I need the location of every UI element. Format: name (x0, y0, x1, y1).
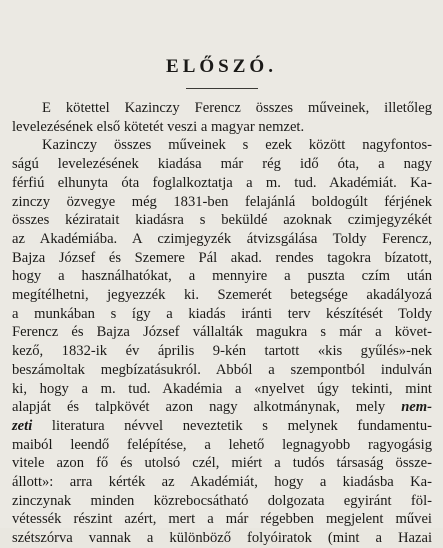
text-line: ságú levelezésének kiadása már rég idő óta, a nagy (12, 156, 432, 173)
text-line: vétessék részint azért, mert a már régebben megjelent művei (12, 511, 432, 528)
text-line: maiból leendő felépítése, a lehető legnagyobb ragyogásig (12, 436, 432, 453)
text-line: az Akadémiába. A czimjegyzék átvizsgálása Toldy Ferencz, (12, 230, 432, 247)
text-line: Bajza József és Szemere Pál akad. rendes tagokra bízatott, (12, 249, 432, 266)
text-line: hogy a használhatókat, a mennyire a puszta czím után (12, 268, 432, 285)
text-line: a munkában s így a kiadás iránti terv készítését Toldy (12, 305, 432, 322)
text-segment: alapját és talpkövét azon nagy alkotmánynak, mely (12, 399, 386, 416)
text-line: zinczy özvegye még 1831-ben felajánlá boldogúlt férjének (12, 193, 432, 210)
text-segment: literatura névvel neveztetik s melynek fundamentu- (51, 417, 432, 434)
text-line (12, 417, 432, 436)
page-title: ELŐSZÓ. (166, 56, 277, 77)
text-line: Ferencz és Bajza József vállalták magukra s már a követ- (12, 324, 432, 341)
text-line: szétszórva vannak a különböző folyóiratok (mint a Hazai (12, 530, 432, 547)
emphasis-text: zeti (12, 417, 33, 434)
text-line (12, 398, 432, 417)
text-line: kező, 1832-ik év április 9-kén tartott «kis gyűlés»-nek (12, 343, 432, 360)
text-line: megítélhetni, jegyezzék ki. Szemerét betegsége akadályozá (12, 287, 432, 304)
emphasis-text: nem- (401, 399, 432, 416)
text-line: E kötettel Kazinczy Ferencz összes műveinek, illetőleg (42, 100, 432, 116)
text-line: zinczynak minden közrebocsátható dolgozata egyiránt föl- (12, 492, 432, 509)
text-line: beszámoltak megbízatásukról. Abból a szempontból indulván (12, 361, 432, 378)
text-line: férfiú elhunyta óta foglalkoztatja a m. tud. Akadémiát. Ka- (12, 174, 432, 191)
text-line: ki, hogy a m. tud. Akadémia a «nyelvet úgy tekinti, mint (12, 380, 432, 397)
text-line: állott»: arra kérték az Akadémiát, hogy a kiadásba Ka- (12, 474, 432, 491)
text-line: összes kéziratait kiadásra s beküldé azoknak czimjegyzékét (12, 212, 432, 229)
text-line: Kazinczy összes műveinek s ezek között nagyfontos- (42, 137, 432, 154)
title-rule (186, 88, 258, 89)
text-line: vitele azon fő és utolsó czél, miért a tudós társaság össze- (12, 455, 432, 472)
text-line: levelezésének első kötetét veszi a magyar nemzet. (12, 118, 305, 135)
body-text (12, 99, 432, 548)
